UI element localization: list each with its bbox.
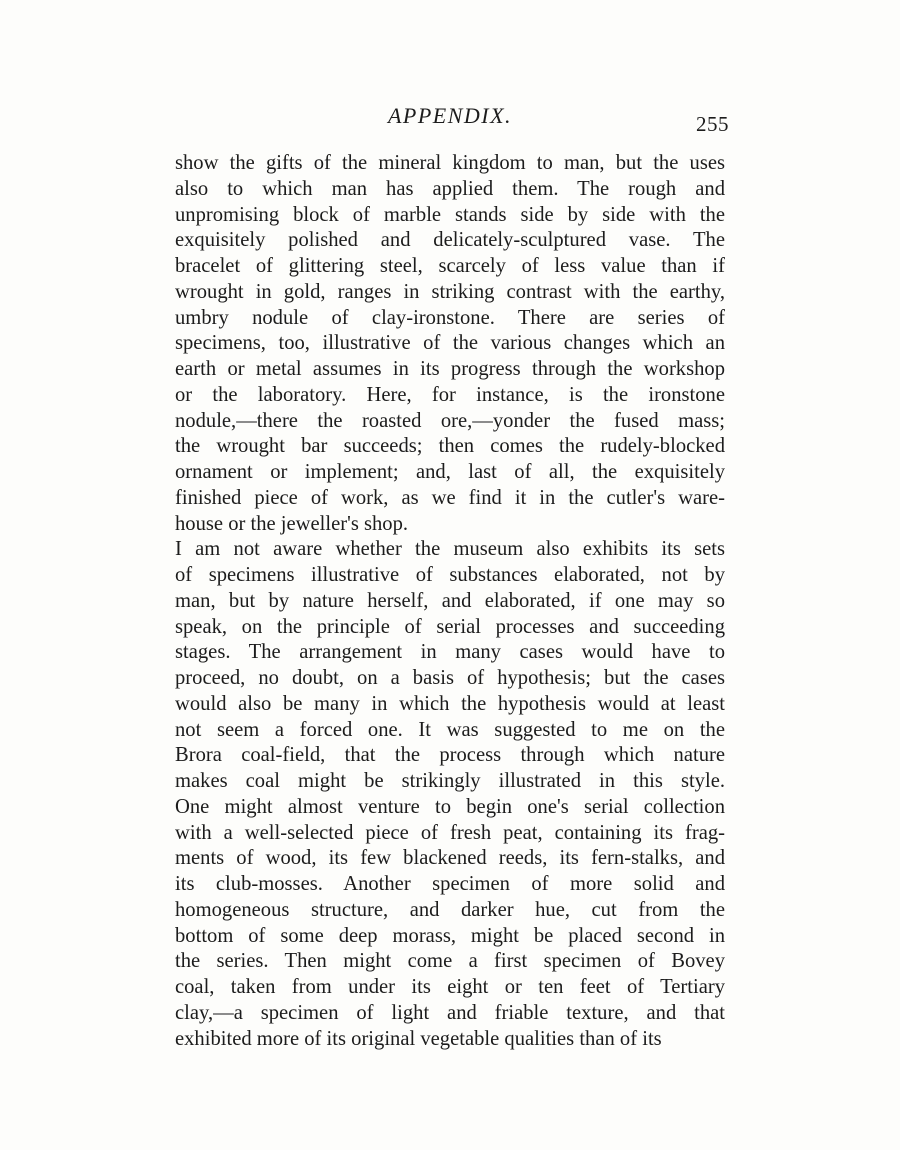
text-line: clay,—a specimen of light and friable texture, and that	[175, 1001, 725, 1024]
body-text	[175, 151, 725, 1052]
text-line: would also be many in which the hypothesis would at least	[175, 692, 725, 715]
text-line: also to which man has applied them. The rough and	[175, 177, 725, 200]
text-line: bracelet of glittering steel, scarcely of less value than if	[175, 255, 725, 277]
text-line: house or the jeweller's shop.	[175, 512, 409, 535]
text-line: ments of wood, its few blackened reeds, its fern-stalks, and	[175, 847, 725, 870]
text-line: the wrought bar succeeds; then comes the rudely-blocked	[175, 435, 725, 458]
text-line: wrought in gold, ranges in striking contrast with the earthy,	[175, 280, 725, 303]
text-line: umbry nodule of clay-ironstone. There are series of	[175, 306, 725, 329]
text-line: exhibited more of its original vegetable qualities than of its	[175, 1027, 662, 1050]
text-line: earth or metal assumes in its progress through the workshop	[175, 358, 725, 380]
text-line: not seem a forced one. It was suggested to me on the	[175, 718, 725, 741]
text-line: man, but by nature herself, and elaborated, if one may so	[175, 589, 725, 612]
text-line: with a well-selected piece of fresh peat, containing its frag-	[175, 821, 725, 844]
text-line: One might almost venture to begin one's serial collection	[175, 795, 725, 818]
text-line: show the gifts of the mineral kingdom to man, but the uses	[175, 152, 725, 174]
text-line: bottom of some deep morass, might be placed second in	[175, 924, 725, 947]
text-line: makes coal might be strikingly illustrated in this style.	[175, 770, 725, 792]
text-line: stages. The arrangement in many cases would have to	[175, 641, 725, 664]
running-title: APPENDIX.	[387, 103, 513, 128]
text-line: exquisitely polished and delicately-sculptured vase. The	[175, 229, 725, 252]
text-line: speak, on the principle of serial processes and succeeding	[175, 615, 725, 638]
text-line: its club-mosses. Another specimen of more solid and	[175, 873, 725, 895]
text-line: unpromising block of marble stands side by side with the	[175, 203, 725, 226]
text-line: coal, taken from under its eight or ten feet of Tertiary	[175, 976, 725, 998]
text-line: ornament or implement; and, last of all, the exquisitely	[175, 461, 725, 483]
text-line: the series. Then might come a first specimen of Bovey	[175, 950, 725, 973]
text-line: I am not aware whether the museum also exhibits its sets	[175, 538, 725, 561]
text-line: proceed, no doubt, on a basis of hypothesis; but the cases	[175, 667, 725, 689]
text-line: finished piece of work, as we find it in the cutler's ware-	[175, 486, 725, 509]
text-line: nodule,—there the roasted ore,—yonder the fused mass;	[175, 409, 725, 432]
running-head	[175, 103, 729, 143]
text-line: specimens, too, illustrative of the various changes which an	[175, 332, 725, 355]
text-line: homogeneous structure, and darker hue, cut from the	[175, 898, 725, 921]
text-line: of specimens illustrative of substances elaborated, not by	[175, 564, 725, 586]
text-line: Brora coal-field, that the process through which nature	[175, 744, 725, 767]
text-line: or the laboratory. Here, for instance, is the ironstone	[175, 383, 725, 406]
page-number: 255	[696, 112, 729, 136]
